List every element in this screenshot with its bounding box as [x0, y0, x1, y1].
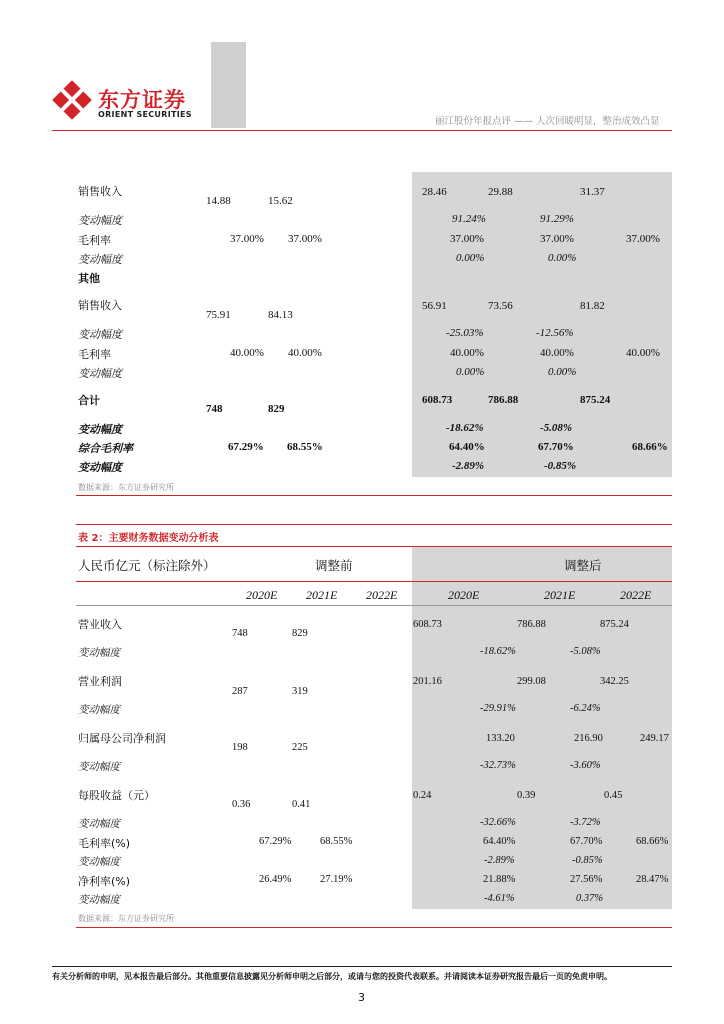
report-subtitle: 丽江股份年报点评 —— 人次回暖明显，整治成效凸显	[435, 116, 660, 127]
company-name-en: ORIENT SECURITIES	[98, 110, 192, 119]
t2-value: 133.20	[486, 733, 515, 744]
table1-source: 数据来源：东方证券研究所	[78, 483, 174, 492]
t1-value: -12.56%	[536, 327, 574, 339]
t2-value: 0.36	[232, 799, 251, 810]
t2-label: 每股收益（元）	[78, 789, 155, 802]
t2-value: -32.66%	[480, 817, 516, 828]
t2-label: 变动幅度	[78, 818, 120, 830]
t2-value: -3.72%	[570, 817, 601, 828]
t1-label: 销售收入	[78, 299, 122, 312]
t1-value: 67.29%	[228, 441, 264, 453]
t2-value: 0.37%	[576, 893, 604, 904]
t1-label: 毛利率	[78, 348, 111, 361]
company-name-cn: 东方证券	[98, 88, 186, 112]
t2-value: 225	[292, 742, 308, 753]
t2-value: 0.39	[517, 790, 536, 801]
t2-value: 201.16	[413, 676, 442, 687]
t2-value: 68.66%	[636, 836, 669, 847]
t2-value: -32.73%	[480, 760, 516, 771]
page-number: 3	[358, 991, 365, 1004]
t2-label: 营业收入	[78, 618, 122, 631]
header-gray-block	[211, 42, 246, 128]
t1-value: 64.40%	[449, 441, 485, 453]
t2-value: 748	[232, 628, 248, 639]
t2-value: 875.24	[600, 619, 629, 630]
t1-value: 68.55%	[287, 441, 323, 453]
t1-label: 变动幅度	[78, 423, 122, 436]
table2-after-label: 调整后	[564, 558, 602, 573]
t2-value: 28.47%	[636, 874, 669, 885]
t1-value: 40.00%	[230, 347, 264, 359]
t2-label: 净利率(%)	[78, 875, 131, 888]
t2-label: 变动幅度	[78, 647, 120, 659]
table2-header-rule	[76, 581, 672, 582]
t1-value: 40.00%	[450, 347, 484, 359]
t1-value: -0.85%	[544, 460, 577, 472]
t2-label: 变动幅度	[78, 761, 120, 773]
t2-label: 变动幅度	[78, 704, 120, 716]
t2-value: 608.73	[413, 619, 442, 630]
t2-value: 216.90	[574, 733, 603, 744]
table2-year-rule	[76, 605, 672, 606]
table2-source: 数据来源：东方证券研究所	[78, 914, 174, 923]
t2-value: 0.45	[604, 790, 623, 801]
t1-value: 748	[206, 403, 223, 415]
t2-value: -18.62%	[480, 646, 516, 657]
t2-value: -0.85%	[572, 855, 603, 866]
t1-value: 28.46	[422, 186, 447, 198]
t1-value: 56.91	[422, 300, 447, 312]
t2-label: 变动幅度	[78, 856, 120, 868]
t1-section-label: 其他	[78, 272, 100, 285]
t1-value: -25.03%	[446, 327, 484, 339]
t1-value: 37.00%	[288, 233, 322, 245]
t1-label: 变动幅度	[78, 214, 122, 227]
t1-value: 829	[268, 403, 285, 415]
t2-value: 68.55%	[320, 836, 353, 847]
t2-value: -6.24%	[570, 703, 601, 714]
table1-bottom-rule	[76, 495, 672, 496]
t1-label: 销售收入	[78, 185, 122, 198]
t1-value: 37.00%	[450, 233, 484, 245]
t2-value: 319	[292, 686, 308, 697]
year-header: 2022E	[620, 588, 652, 602]
t1-value: 37.00%	[540, 233, 574, 245]
t1-value: -5.08%	[540, 422, 573, 434]
t1-value: 81.82	[580, 300, 605, 312]
t1-value: 15.62	[268, 195, 293, 207]
t1-label: 毛利率	[78, 234, 111, 247]
t2-value: 829	[292, 628, 308, 639]
t1-value: 0.00%	[548, 366, 577, 378]
t1-value: -18.62%	[446, 422, 484, 434]
t2-value: 27.56%	[570, 874, 603, 885]
t1-label: 变动幅度	[78, 328, 122, 341]
t1-label: 变动幅度	[78, 367, 122, 380]
t2-value: 342.25	[600, 676, 629, 687]
t1-value: 31.37	[580, 186, 605, 198]
footer-disclaimer: 有关分析师的申明，见本报告最后部分。其他重要信息披露见分析师申明之后部分，或请与您的投资代表联系。并请阅读本证券研究报告最后一页的免责申明。	[52, 972, 612, 981]
t2-value: 26.49%	[259, 874, 292, 885]
t2-value: 21.88%	[483, 874, 516, 885]
t1-value: 68.66%	[632, 441, 668, 453]
t1-value: 0.00%	[548, 252, 577, 264]
t1-value: 14.88	[206, 195, 231, 207]
year-header: 2022E	[366, 588, 398, 602]
year-header: 2021E	[306, 588, 338, 602]
t1-value: 40.00%	[288, 347, 322, 359]
t2-value: -3.60%	[570, 760, 601, 771]
t1-value: 91.24%	[452, 213, 486, 225]
t1-value: 0.00%	[456, 366, 485, 378]
t1-value: 75.91	[206, 309, 231, 321]
t2-label: 营业利润	[78, 675, 122, 688]
t2-value: -5.08%	[570, 646, 601, 657]
t2-label: 毛利率(%)	[78, 837, 131, 850]
t2-value: 198	[232, 742, 248, 753]
table2-unit-label: 人民币亿元（标注除外）	[78, 558, 216, 573]
t1-value: 40.00%	[540, 347, 574, 359]
t2-value: 67.29%	[259, 836, 292, 847]
t1-label: 变动幅度	[78, 461, 122, 474]
header-rule	[52, 130, 672, 131]
t2-value: 64.40%	[483, 836, 516, 847]
t1-value: 73.56	[488, 300, 513, 312]
t2-value: 27.19%	[320, 874, 353, 885]
t2-value: 0.41	[292, 799, 311, 810]
t1-value: 37.00%	[626, 233, 660, 245]
t1-value: 67.70%	[538, 441, 574, 453]
table2-top-rule	[76, 524, 672, 525]
t2-value: -4.61%	[484, 893, 515, 904]
t1-value: -2.89%	[452, 460, 485, 472]
year-header: 2020E	[246, 588, 278, 602]
t2-value: 0.24	[413, 790, 432, 801]
t1-value: 0.00%	[456, 252, 485, 264]
t2-label: 归属母公司净利润	[78, 732, 166, 745]
t2-value: -29.91%	[480, 703, 516, 714]
t2-value: 299.08	[517, 676, 546, 687]
t1-value: 40.00%	[626, 347, 660, 359]
t2-value: -2.89%	[484, 855, 515, 866]
table2-bottom-rule	[76, 927, 672, 928]
footer-rule	[52, 966, 672, 967]
t1-value: 786.88	[488, 394, 519, 406]
logo-icon	[52, 80, 92, 120]
table2-before-label: 调整前	[315, 558, 353, 573]
t2-label: 变动幅度	[78, 894, 120, 906]
year-header: 2021E	[544, 588, 576, 602]
t1-value: 91.29%	[540, 213, 574, 225]
t1-value: 84.13	[268, 309, 293, 321]
t2-value: 786.88	[517, 619, 546, 630]
t1-label: 变动幅度	[78, 253, 122, 266]
table2-title: 表 2：主要财务数据变动分析表	[78, 533, 219, 544]
t1-label: 综合毛利率	[78, 442, 133, 455]
t2-value: 249.17	[640, 733, 669, 744]
t1-value: 875.24	[580, 394, 611, 406]
t2-value: 67.70%	[570, 836, 603, 847]
t1-value: 37.00%	[230, 233, 264, 245]
t1-value: 608.73	[422, 394, 453, 406]
year-header: 2020E	[448, 588, 480, 602]
t2-value: 287	[232, 686, 248, 697]
t1-value: 29.88	[488, 186, 513, 198]
t1-label: 合计	[78, 394, 100, 407]
